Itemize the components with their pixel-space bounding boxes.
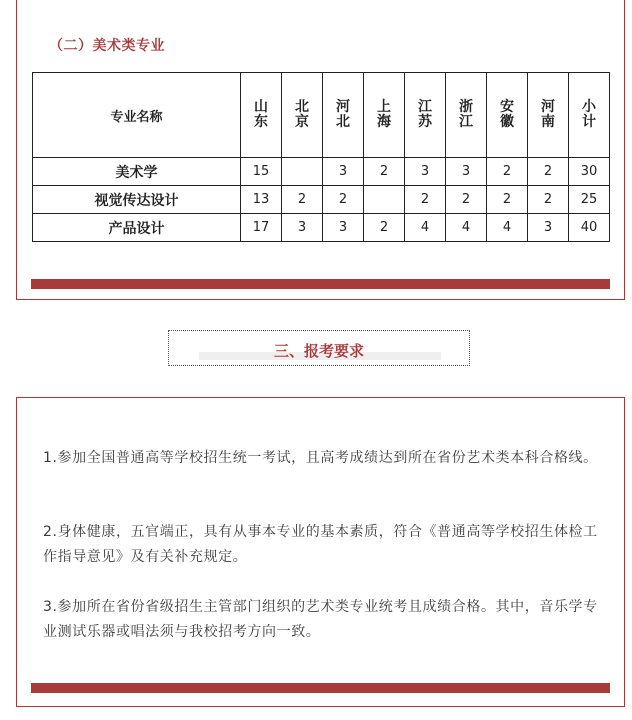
art-section-subtitle: （二）美术类专业 xyxy=(49,38,165,54)
column-header-major: 专业名称 xyxy=(33,73,241,158)
column-header-province: 江苏 xyxy=(405,73,446,158)
subtotal-cell: 30 xyxy=(569,158,610,186)
table-row xyxy=(33,158,610,186)
column-header-subtotal: 小计 xyxy=(569,73,610,158)
column-header-province: 河南 xyxy=(528,73,569,158)
section-title: 三、报考要求 xyxy=(273,342,364,360)
quota-cell: 2 xyxy=(364,158,405,186)
enrollment-table xyxy=(32,72,610,242)
requirement-item: 3.参加所在省份省级招生主管部门组织的艺术类专业统考且成绩合格。其中，音乐学专业测试乐器或唱法须与我校招考方向一致。 xyxy=(43,599,598,640)
quota-cell xyxy=(282,158,323,186)
quota-cell: 2 xyxy=(528,158,569,186)
quota-cell: 4 xyxy=(405,214,446,242)
quota-cell: 2 xyxy=(487,186,528,214)
quota-cell: 15 xyxy=(241,158,282,186)
quota-cell: 3 xyxy=(323,214,364,242)
table-row xyxy=(33,186,610,214)
quota-cell: 2 xyxy=(323,186,364,214)
quota-cell: 17 xyxy=(241,214,282,242)
subtotal-cell: 25 xyxy=(569,186,610,214)
quota-cell: 4 xyxy=(446,214,487,242)
card-footer-bar xyxy=(31,683,610,693)
requirement-item: 1.参加全国普通高等学校招生统一考试，且高考成绩达到所在省份艺术类本科合格线。 xyxy=(43,450,598,466)
major-name-cell: 视觉传达设计 xyxy=(33,186,241,214)
art-majors-card xyxy=(16,0,625,300)
subtotal-cell: 40 xyxy=(569,214,610,242)
quota-cell: 3 xyxy=(323,158,364,186)
quota-cell: 2 xyxy=(528,186,569,214)
major-name-cell: 产品设计 xyxy=(33,214,241,242)
quota-cell: 4 xyxy=(487,214,528,242)
column-header-province: 北京 xyxy=(282,73,323,158)
column-header-province: 安徽 xyxy=(487,73,528,158)
quota-cell: 2 xyxy=(405,186,446,214)
card-footer-bar xyxy=(31,279,610,289)
quota-cell: 2 xyxy=(364,214,405,242)
column-header-province: 山东 xyxy=(241,73,282,158)
quota-cell: 3 xyxy=(405,158,446,186)
major-name-cell: 美术学 xyxy=(33,158,241,186)
quota-cell: 3 xyxy=(282,214,323,242)
column-header-province: 河北 xyxy=(323,73,364,158)
quota-cell xyxy=(364,186,405,214)
requirement-item: 2.身体健康，五官端正，具有从事本专业的基本素质，符合《普通高等学校招生体检工作指导意见》及有关补充规定。 xyxy=(43,524,598,565)
quota-cell: 3 xyxy=(446,158,487,186)
quota-cell: 2 xyxy=(282,186,323,214)
column-header-province: 上海 xyxy=(364,73,405,158)
quota-cell: 13 xyxy=(241,186,282,214)
quota-cell: 2 xyxy=(446,186,487,214)
table-row xyxy=(33,214,610,242)
table-header-row xyxy=(33,73,610,158)
section-heading-box xyxy=(168,330,470,366)
quota-cell: 3 xyxy=(528,214,569,242)
column-header-province: 浙江 xyxy=(446,73,487,158)
quota-cell: 2 xyxy=(487,158,528,186)
requirements-card xyxy=(16,397,625,707)
